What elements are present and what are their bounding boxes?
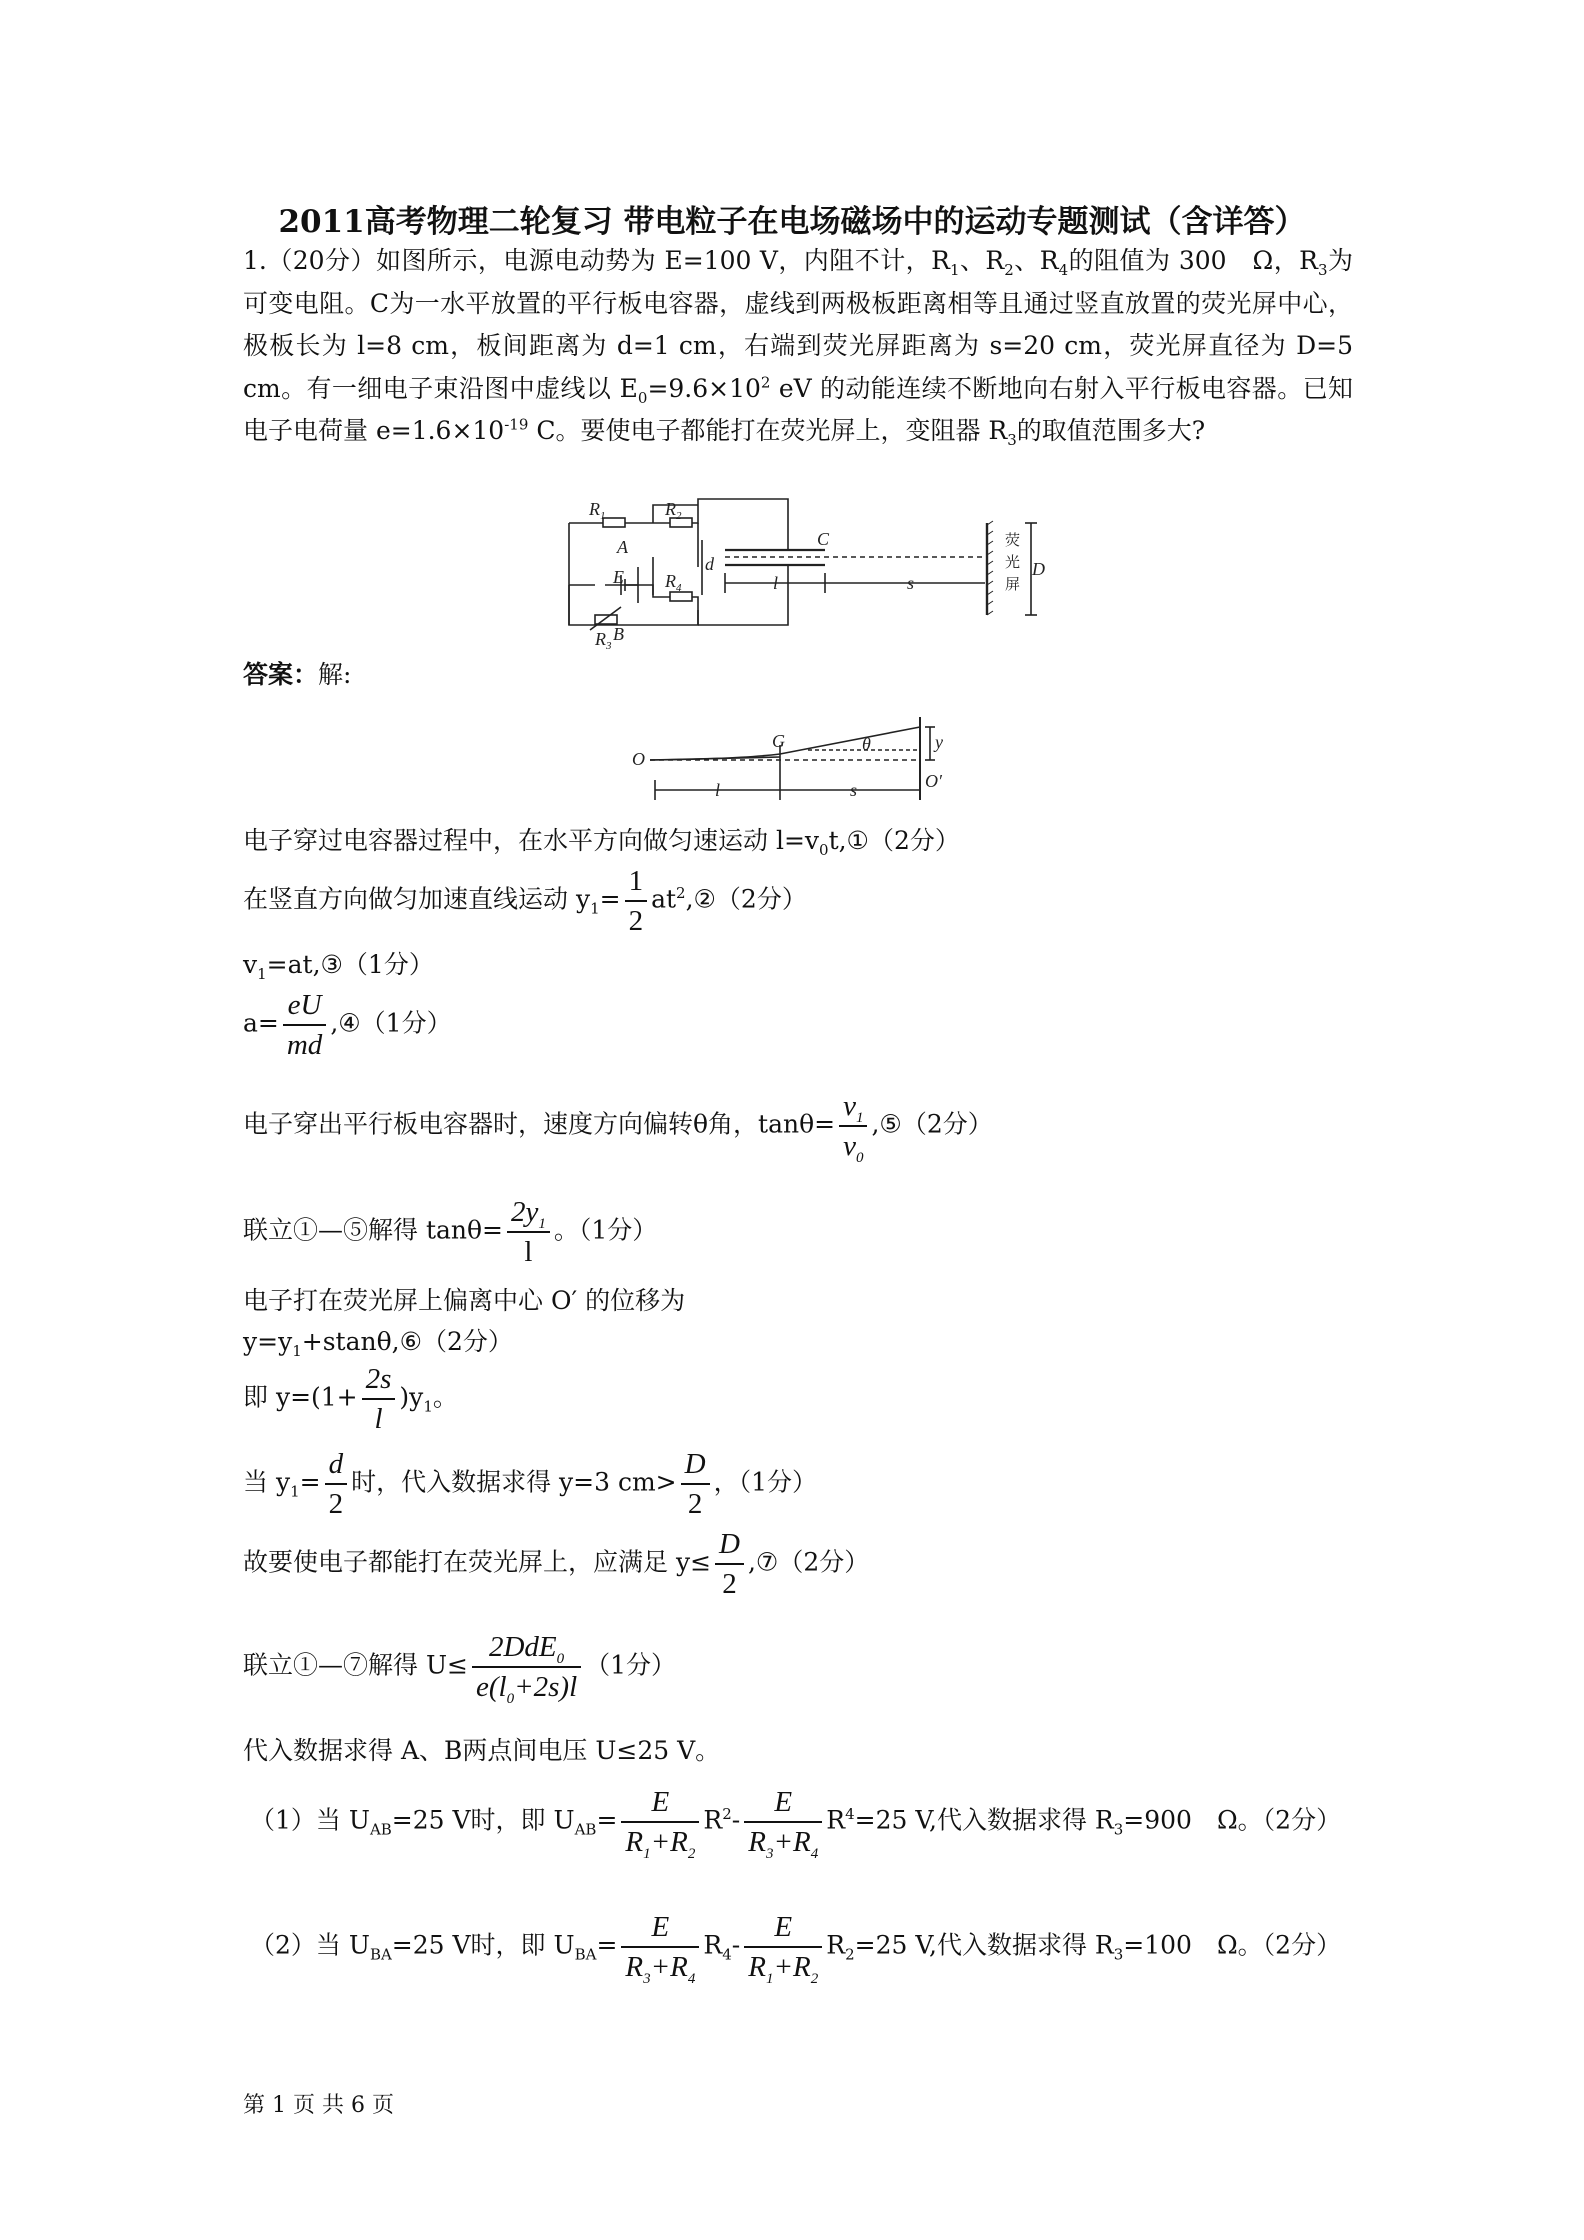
- label-l: l: [773, 573, 779, 593]
- screen-label-2: 光: [1005, 553, 1021, 571]
- label-c: C: [817, 529, 830, 549]
- step-3: $v_1=at,③(1$分）: [243, 950, 434, 983]
- label-r1: $R_1$: [589, 499, 606, 522]
- step-2: 在竖直方向做匀加速直线运动 $y_1=$ $\frac{1}{2}$ $at^2,②(2$分）: [243, 862, 807, 940]
- screen-label-1: 荧: [1005, 531, 1021, 549]
- step-10: 当 $y_1=$ $\frac{d}{2}$ 时，代入数据求得 y=3 cm> $\frac{D}{2}$ ，（1分）: [243, 1445, 817, 1523]
- step-12: 联立①—⑦解得 U≤ $\frac{2DdE_0}{e(l_0+2s)l}$ （1分）: [243, 1631, 677, 1707]
- resistor-r1: [603, 518, 625, 527]
- label-y: y: [935, 732, 943, 752]
- step-9: 即 y=(1+ $\frac{2s}{l}$ )$y_1$。: [243, 1360, 458, 1438]
- step-13: 代入数据求得 A、B两点间电压 U≤25 V。: [243, 1736, 721, 1765]
- label-D: D: [1032, 559, 1045, 579]
- label-theta: θ: [862, 734, 871, 754]
- step-7: 电子打在荧光屏上偏离中心 O′ 的位移为: [243, 1286, 686, 1315]
- label-g: G: [772, 731, 785, 751]
- step-5: 电子穿出平行板电容器时，速度方向偏转θ角，tanθ= $\frac{v_1}{v_0}$ ,⑤（2分）: [243, 1090, 993, 1166]
- label-l2: l: [715, 780, 721, 800]
- question-text: 1.（20分）如图所示，电源电动势为 E=100 V，内阻不计，$R_1$、$R_2$、$R_4$的阻值为 300 Ω，$R_3$为可变电阻。C为一水平放置的平行板电容器，虚线到两极板距离相等且通过竖直放置的荧光屏中心，极板长为 l=8 cm，板间距离为 d=1 cm，右端到荧光屏距离为 s=20 cm，荧光屏直径为 D=5 cm。有一细电子束沿图中虚线以 $E_0=9.6\times 10^2$ eV 的动能连续不断地向右射入平行板电容器。已知电子电荷量 $e=1.6\times 10^{-19}$ C。要使电子都能打在荧光屏上，变阻器 $R_3$的取值范围多大?: [243, 246, 1354, 449]
- step-15: （2）当 $U_{BA}=25$ V时，即 $U_{BA}=$ $\frac{E}{R_3+R_4}$ $R_4-$ $\frac{E}{R_1+R_2}$ $R_2=25$ V,代入数据求得 $R_3=100$ Ω。（2分）: [250, 1911, 1342, 1987]
- step-14: （1）当 $U_{AB}=25$ V时，即 $U_{AB}=$ $\frac{E}{R_1+R_2}$ $R^2-$ $\frac{E}{R_3+R_4}$ $R^4=25$ V,代入数据求得 $R_3=900$ Ω。（2分）: [250, 1786, 1342, 1862]
- label-r2: $R_2$: [665, 499, 682, 522]
- label-s: s: [907, 573, 915, 593]
- label-o-prime: O′: [925, 771, 942, 791]
- screen-label-3: 屏: [1005, 575, 1021, 593]
- step-6: 联立①—⑤解得 tanθ= $\frac{2y_1}{l}$ 。（1分）: [243, 1193, 657, 1271]
- label-r4: $R_4$: [665, 571, 682, 594]
- label-s2: s: [850, 780, 858, 800]
- label-o: O: [632, 749, 645, 769]
- step-4: a= $\frac{eU}{md}$ ,④（1分）: [243, 986, 452, 1064]
- label-e: E: [613, 567, 624, 587]
- label-d: d: [705, 554, 714, 574]
- step-1: 电子穿过电容器过程中，在水平方向做匀速运动 $l=v_0t,①(2$分）: [243, 826, 960, 859]
- trajectory-figure: [630, 705, 970, 805]
- page-footer: 第 1 页 共 6 页: [243, 2093, 394, 2118]
- resistor-r3: [595, 615, 617, 624]
- step-8: $y=y_1+stan\theta,⑥(2$分）: [243, 1327, 513, 1360]
- label-a: A: [617, 537, 628, 557]
- label-r3: $R_3$: [595, 629, 612, 652]
- label-b: B: [613, 624, 624, 644]
- step-11: 故要使电子都能打在荧光屏上，应满足 y≤ $\frac{D}{2}$ ,⑦（2分）: [243, 1525, 869, 1603]
- page-title: 2011高考物理二轮复习 带电粒子在电场磁场中的运动专题测试（含详答）: [278, 204, 1306, 240]
- answer-label: 答案：解:: [243, 660, 352, 689]
- circuit-figure: [555, 495, 1045, 652]
